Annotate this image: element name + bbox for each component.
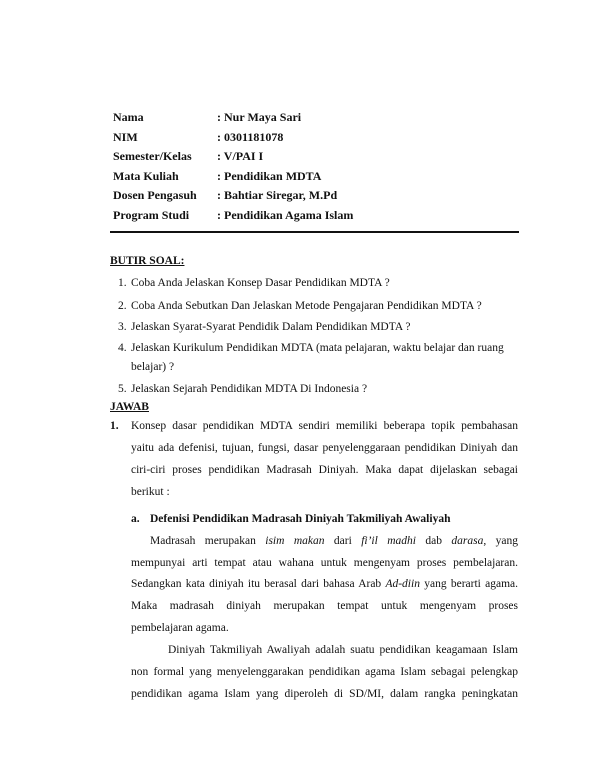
italic-term: Ad-diin [385,578,420,590]
question-item [118,300,482,312]
info-value: : Pendidikan Agama Islam [217,207,354,222]
paragraph-line [150,535,518,547]
question-number: 1. [118,277,127,289]
student-info-table [113,110,353,228]
info-row-mata-kuliah [113,169,353,189]
paragraph-line: mempunyai arti tempat atau wahana untuk mengenyam proses pembelajaran. [131,557,518,569]
info-row-nim [113,130,353,150]
paragraph-line: non formal yang menyelenggarakan pendidikan agama Islam sebagai pelengkap [131,666,518,678]
question-text: Coba Anda Jelaskan Konsep Dasar Pendidikan MDTA ? [131,277,390,289]
question-number: 4. [118,342,127,354]
paragraph-line: pendidikan agama Islam yang diperoleh di SD/MI, dalam rangka peningkatan [131,688,518,700]
answer-intro-last: berikut : [131,486,170,498]
paragraph-line: Maka madrasah diniyah merupakan tempat untuk mengenyam proses [131,600,518,612]
info-label: Semester/Kelas [113,149,192,164]
info-row-prodi [113,208,353,228]
info-value: : 0301181078 [217,129,284,144]
info-label: NIM [113,129,138,144]
question-item [118,342,504,354]
answer-intro-line: ciri-ciri proses pendidikan Madrasah Diniyah. Maka dapat dijelaskan sebagai [131,464,518,476]
info-label: Nama [113,110,144,124]
question-number: 5. [118,383,127,395]
question-text: Jelaskan Kurikulum Pendidikan MDTA (mata pelajaran, waktu belajar dan ruang [131,342,504,354]
question-continuation: belajar) ? [131,361,175,373]
question-number: 3. [118,321,127,333]
question-text: Jelaskan Syarat-Syarat Pendidik Dalam Pendidikan MDTA ? [131,321,411,333]
text-run: dab [415,535,452,547]
info-row-nama [113,110,353,130]
question-text: Jelaskan Sejarah Pendidikan MDTA Di Indonesia ? [131,383,368,395]
italic-term: darasa [451,535,484,547]
question-item [118,321,411,333]
answer-intro-line: yaitu ada defenisi, tujuan, fungsi, dasar penyelenggaraan pendidikan Diniyah dan [131,442,518,454]
italic-term: fi’il madhi [361,535,416,547]
paragraph-line: pembelajaran agama. [131,622,229,634]
text-run: yang berarti agama. [419,578,518,590]
italic-term: isim makan [265,535,325,547]
text-run: , yang [483,535,518,547]
paragraph-line [131,578,518,590]
answer-number: 1. [110,420,119,432]
butir-soal-heading: BUTIR SOAL: [110,255,185,267]
question-item [118,277,390,289]
info-value: : Pendidikan MDTA [217,168,322,183]
text-run: dari [324,535,362,547]
question-text: Coba Anda Sebutkan Dan Jelaskan Metode Pengajaran Pendidikan MDTA ? [131,300,482,312]
info-label: Mata Kuliah [113,168,179,183]
info-value: : Nur Maya Sari [217,110,302,124]
subsection-title: Defenisi Pendidikan Madrasah Diniyah Takmiliyah Awaliyah [150,513,451,525]
info-value: : Bahtiar Siregar, M.Pd [217,188,338,203]
info-row-dosen [113,188,353,208]
text-run: Sedangkan kata diniyah itu berasal dari bahasa Arab [131,578,386,590]
answer-intro-line: Konsep dasar pendidikan MDTA sendiri memiliki beberapa topik pembahasan [131,420,518,432]
info-label: Program Studi [113,207,190,222]
question-number: 2. [118,300,127,312]
info-row-semester [113,149,353,169]
paragraph-line: Diniyah Takmiliyah Awaliyah adalah suatu pendidikan keagamaan Islam [168,644,518,656]
text-run: Madrasah merupakan [150,535,266,547]
subsection-label: a. [131,513,140,525]
header-divider [110,231,519,233]
info-value: : V/PAI I [217,149,264,164]
info-label: Dosen Pengasuh [113,188,197,203]
question-item [118,383,367,395]
jawab-heading: JAWAB [110,401,149,413]
